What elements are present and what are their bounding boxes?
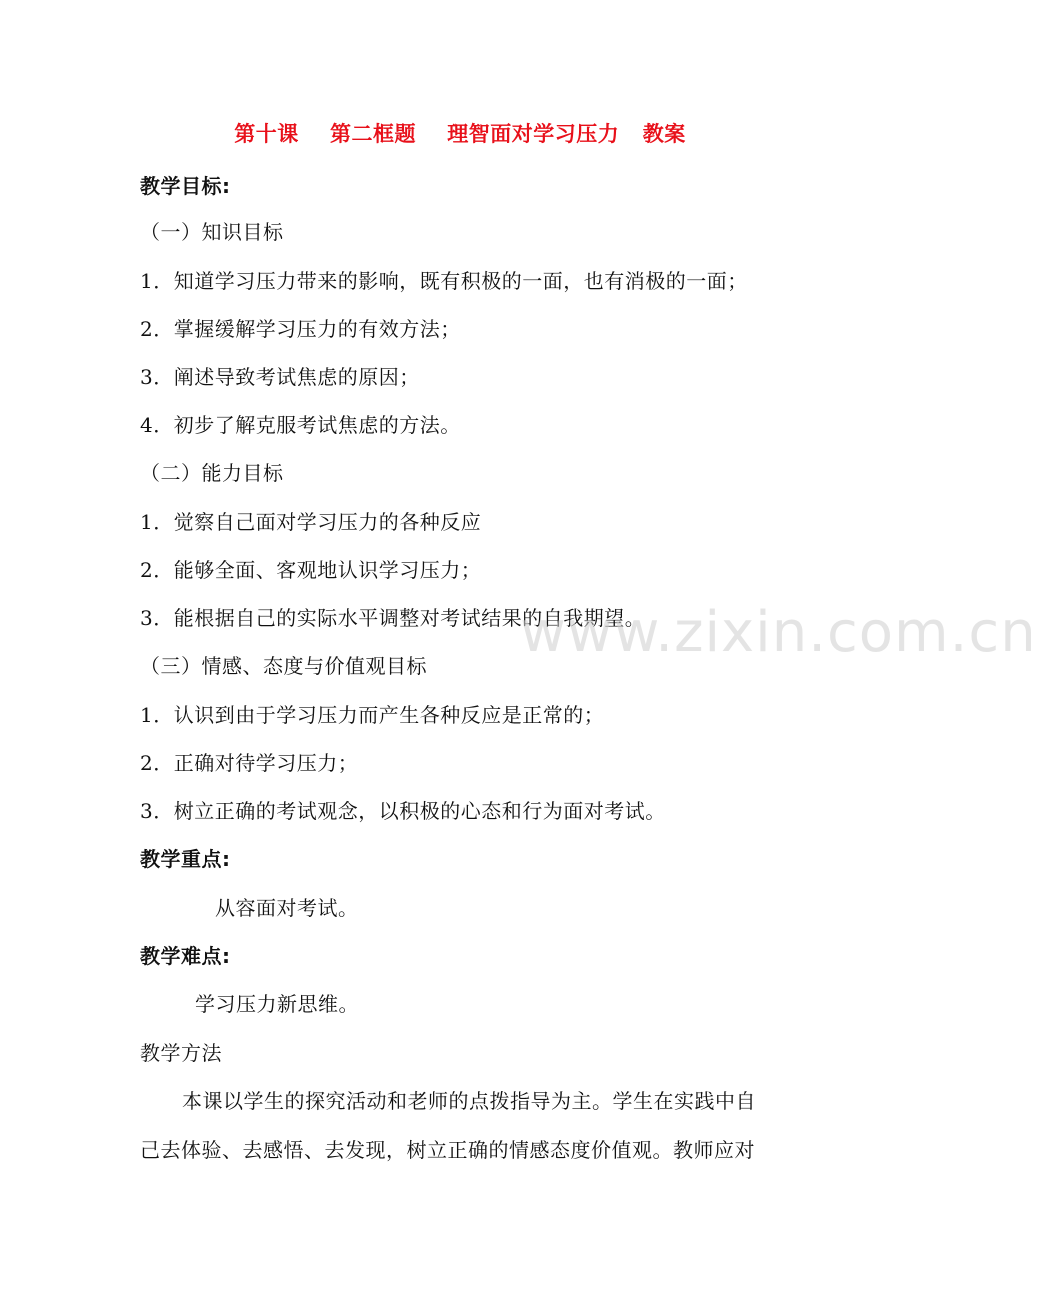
ability-heading: （二）能力目标: [140, 461, 284, 485]
ability-item-3: 3．能根据自己的实际水平调整对考试结果的自我期望。: [140, 606, 646, 630]
difficulty-text: 学习压力新思维。: [195, 992, 359, 1016]
emotion-item-2: 2．正确对待学习压力；: [140, 751, 359, 775]
emotion-item-3: 3．树立正确的考试观念，以积极的心态和行为面对考试。: [140, 799, 666, 823]
difficulty-heading: 教学难点:: [140, 944, 231, 968]
ability-item-1: 1．觉察自己面对学习压力的各种反应: [140, 510, 482, 534]
ability-item-2: 2．能够全面、客观地认识学习压力；: [140, 558, 482, 582]
method-paragraph-line-1: 本课以学生的探究活动和老师的点拨指导为主。学生在实践中自: [182, 1089, 756, 1113]
knowledge-item-3: 3．阐述导致考试焦虑的原因；: [140, 365, 420, 389]
emotion-item-1: 1．认识到由于学习压力而产生各种反应是正常的；: [140, 703, 605, 727]
knowledge-item-1: 1．知道学习压力带来的影响，既有积极的一面，也有消极的一面；: [140, 269, 748, 293]
objectives-heading: 教学目标:: [140, 174, 231, 198]
emotion-heading: （三）情感、态度与价值观目标: [140, 654, 427, 678]
key-point-text: 从容面对考试。: [215, 896, 359, 920]
knowledge-item-2: 2．掌握缓解学习压力的有效方法；: [140, 317, 461, 341]
document-title: 第十课 第二框题 理智面对学习压力 教案: [234, 121, 686, 146]
key-point-heading: 教学重点:: [140, 847, 231, 871]
watermark: www.zixin.com.cn: [520, 600, 1037, 665]
method-heading: 教学方法: [140, 1041, 222, 1065]
knowledge-heading: （一）知识目标: [140, 220, 284, 244]
knowledge-item-4: 4．初步了解克服考试焦虑的方法。: [140, 413, 461, 437]
method-paragraph-line-2: 己去体验、去感悟、去发现，树立正确的情感态度价值观。教师应对: [140, 1138, 755, 1162]
